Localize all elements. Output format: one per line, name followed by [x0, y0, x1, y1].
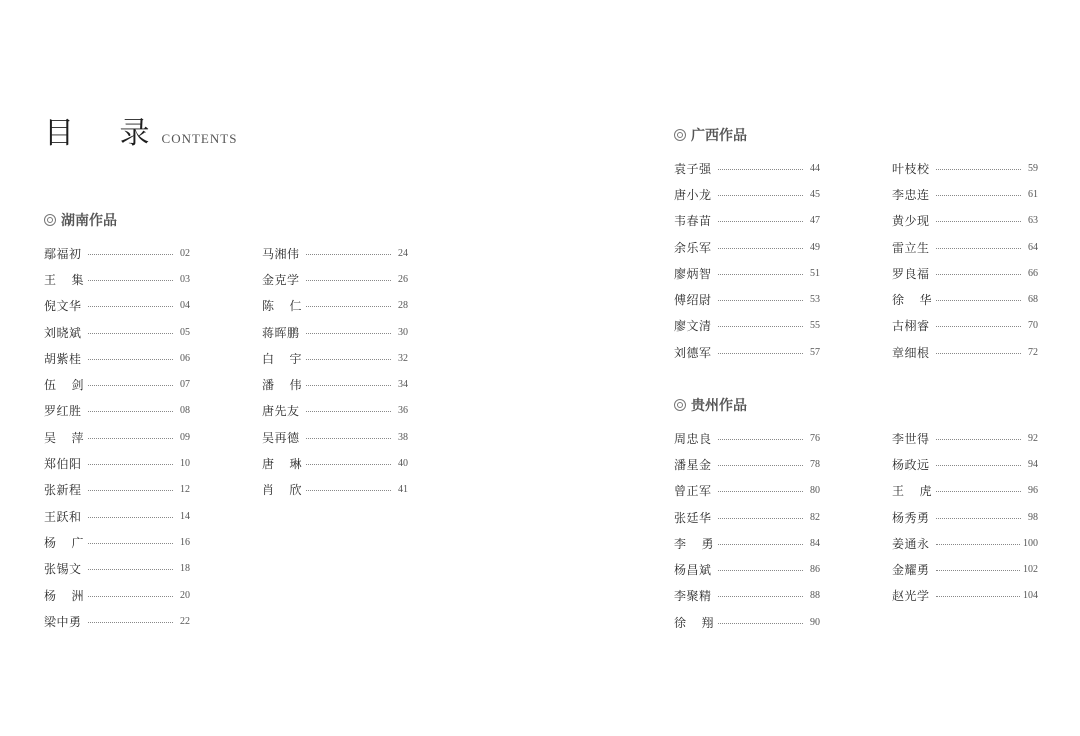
toc-entry[interactable]: [262, 450, 408, 476]
dot-leader: [718, 353, 803, 354]
dot-leader: [306, 464, 391, 465]
entry-artist-name: 韦春苗: [674, 214, 712, 229]
entry-artist-name: 潘 伟: [262, 378, 302, 393]
toc-entry[interactable]: [892, 530, 1038, 556]
toc-entry[interactable]: [892, 478, 1038, 504]
dot-leader: [88, 306, 173, 307]
dot-leader: [88, 464, 173, 465]
dot-leader: [936, 570, 1020, 571]
entry-artist-name: 唐 琳: [262, 457, 302, 472]
entry-page-number: 09: [180, 431, 190, 443]
dot-leader: [88, 254, 173, 255]
entry-page-number: 90: [810, 616, 820, 628]
toc-entry[interactable]: [674, 478, 820, 504]
entry-page-number: 32: [398, 352, 408, 364]
entry-page-number: 78: [810, 458, 820, 470]
dot-leader: [936, 248, 1021, 249]
dot-leader: [718, 221, 803, 222]
dot-leader: [936, 596, 1020, 597]
toc-entry[interactable]: [674, 339, 820, 365]
toc-entry[interactable]: [44, 398, 190, 424]
entry-artist-name: 潘星金: [674, 457, 712, 472]
entry-page-number: 06: [180, 352, 190, 364]
dot-leader: [718, 326, 803, 327]
dot-leader: [306, 385, 391, 386]
double-ring-icon: [674, 129, 686, 141]
entry-page-number: 40: [398, 458, 408, 470]
entry-artist-name: 刘德军: [674, 345, 712, 360]
entry-page-number: 82: [810, 511, 820, 523]
entry-artist-name: 王 虎: [892, 484, 932, 499]
toc-entry[interactable]: [44, 371, 190, 397]
dot-leader: [936, 353, 1021, 354]
toc-entry[interactable]: [262, 319, 408, 345]
toc-entry[interactable]: [892, 313, 1038, 339]
toc-entry[interactable]: [674, 208, 820, 234]
entry-artist-name: 唐先友: [262, 404, 300, 419]
section-title: 湖南作品: [61, 213, 117, 229]
entry-artist-name: 黄少现: [892, 214, 930, 229]
toc-entry[interactable]: [674, 583, 820, 609]
toc-entry[interactable]: [262, 424, 408, 450]
toc-entry[interactable]: [674, 609, 820, 635]
entry-page-number: 94: [1028, 458, 1038, 470]
entry-artist-name: 金耀勇: [892, 563, 930, 578]
dot-leader: [936, 326, 1021, 327]
entry-artist-name: 杨 广: [44, 535, 84, 550]
toc-entry[interactable]: [892, 451, 1038, 477]
entry-page-number: 61: [1028, 188, 1038, 200]
entry-artist-name: 张廷华: [674, 510, 712, 525]
entry-artist-name: 姜通永: [892, 536, 930, 551]
toc-entry[interactable]: [674, 181, 820, 207]
toc-entry[interactable]: [44, 424, 190, 450]
entry-artist-name: 金克学: [262, 272, 300, 287]
entry-page-number: 76: [810, 432, 820, 444]
entry-page-number: 28: [398, 300, 408, 312]
entry-artist-name: 白 宇: [262, 351, 302, 366]
entry-page-number: 47: [810, 215, 820, 227]
dot-leader: [936, 544, 1020, 545]
toc-entry[interactable]: [892, 583, 1038, 609]
entry-page-number: 14: [180, 510, 190, 522]
toc-entry[interactable]: [44, 345, 190, 371]
entry-page-number: 04: [180, 300, 190, 312]
entry-artist-name: 古栩睿: [892, 319, 930, 334]
dot-leader: [718, 518, 803, 519]
toc-entry[interactable]: [262, 477, 408, 503]
dot-leader: [88, 280, 173, 281]
entry-page-number: 66: [1028, 267, 1038, 279]
entry-artist-name: 胡紫桂: [44, 351, 82, 366]
toc-entry[interactable]: [674, 556, 820, 582]
entry-page-number: 05: [180, 326, 190, 338]
entry-page-number: 16: [180, 536, 190, 548]
dot-leader: [936, 439, 1021, 440]
entry-page-number: 80: [810, 485, 820, 497]
dot-leader: [718, 570, 803, 571]
dot-leader: [936, 465, 1021, 466]
entry-page-number: 02: [180, 247, 190, 259]
entry-page-number: 86: [810, 564, 820, 576]
entry-artist-name: 杨昌斌: [674, 563, 712, 578]
entry-page-number: 84: [810, 537, 820, 549]
dot-leader: [718, 169, 803, 170]
toc-entry[interactable]: [44, 477, 190, 503]
dot-leader: [718, 465, 803, 466]
toc-entry[interactable]: [892, 286, 1038, 312]
entry-artist-name: 徐 翔: [674, 615, 714, 630]
entry-page-number: 36: [398, 405, 408, 417]
entry-artist-name: 杨 洲: [44, 588, 84, 603]
double-ring-icon: [674, 399, 686, 411]
dot-leader: [306, 280, 391, 281]
section-heading: [44, 210, 117, 230]
dot-leader: [306, 490, 391, 491]
toc-entry[interactable]: [44, 240, 190, 266]
dot-leader: [306, 359, 391, 360]
entry-page-number: 38: [398, 431, 408, 443]
entry-page-number: 26: [398, 273, 408, 285]
dot-leader: [936, 221, 1021, 222]
entry-page-number: 12: [180, 484, 190, 496]
entry-artist-name: 雷立生: [892, 240, 930, 255]
entry-artist-name: 罗良福: [892, 266, 930, 281]
entry-artist-name: 杨政远: [892, 457, 930, 472]
entry-page-number: 88: [810, 590, 820, 602]
toc-column: [674, 155, 820, 365]
entry-artist-name: 鄢福初: [44, 246, 82, 261]
toc-entry[interactable]: [44, 319, 190, 345]
toc-column: [262, 240, 408, 503]
dot-leader: [718, 491, 803, 492]
entry-artist-name: 唐小龙: [674, 187, 712, 202]
entry-artist-name: 袁子强: [674, 161, 712, 176]
section-heading: [674, 125, 747, 145]
entry-artist-name: 梁中勇: [44, 614, 82, 629]
entry-artist-name: 王 集: [44, 272, 84, 287]
entry-page-number: 45: [810, 188, 820, 200]
entry-artist-name: 李世得: [892, 431, 930, 446]
toc-entry[interactable]: [892, 504, 1038, 530]
toc-entry[interactable]: [44, 529, 190, 555]
entry-artist-name: 刘晓斌: [44, 325, 82, 340]
entry-page-number: 57: [810, 346, 820, 358]
dot-leader: [306, 438, 391, 439]
toc-entry[interactable]: [262, 266, 408, 292]
toc-entry[interactable]: [892, 155, 1038, 181]
entry-page-number: 63: [1028, 215, 1038, 227]
toc-entry[interactable]: [44, 266, 190, 292]
entry-page-number: 68: [1028, 294, 1038, 306]
entry-artist-name: 郑伯阳: [44, 457, 82, 472]
toc-column: [44, 240, 190, 634]
entry-page-number: 03: [180, 273, 190, 285]
entry-artist-name: 廖文清: [674, 319, 712, 334]
dot-leader: [88, 359, 173, 360]
entry-page-number: 98: [1028, 511, 1038, 523]
entry-page-number: 41: [398, 484, 408, 496]
entry-artist-name: 赵光学: [892, 589, 930, 604]
toc-entry[interactable]: [892, 234, 1038, 260]
entry-artist-name: 罗红胜: [44, 404, 82, 419]
entry-page-number: 100: [1023, 537, 1038, 549]
dot-leader: [936, 491, 1021, 492]
entry-artist-name: 余乐军: [674, 240, 712, 255]
entry-page-number: 44: [810, 162, 820, 174]
toc-entry[interactable]: [44, 503, 190, 529]
dot-leader: [306, 254, 391, 255]
entry-page-number: 20: [180, 589, 190, 601]
toc-entry[interactable]: [262, 240, 408, 266]
entry-artist-name: 李聚精: [674, 589, 712, 604]
toc-entry[interactable]: [674, 286, 820, 312]
entry-page-number: 53: [810, 294, 820, 306]
title-english: CONTENTS: [161, 131, 238, 146]
entry-page-number: 22: [180, 615, 190, 627]
dot-leader: [936, 300, 1021, 301]
toc-entry[interactable]: [674, 234, 820, 260]
section-title: 贵州作品: [691, 398, 747, 414]
dot-leader: [936, 195, 1021, 196]
toc-entry[interactable]: [674, 260, 820, 286]
entry-artist-name: 李 勇: [674, 536, 714, 551]
entry-artist-name: 张新程: [44, 483, 82, 498]
entry-page-number: 51: [810, 267, 820, 279]
toc-entry[interactable]: [892, 208, 1038, 234]
dot-leader: [88, 438, 173, 439]
dot-leader: [88, 622, 173, 623]
entry-artist-name: 倪文华: [44, 299, 82, 314]
entry-page-number: 64: [1028, 241, 1038, 253]
toc-entry[interactable]: [892, 556, 1038, 582]
dot-leader: [718, 274, 803, 275]
entry-page-number: 55: [810, 320, 820, 332]
entry-page-number: 102: [1023, 564, 1038, 576]
entry-page-number: 30: [398, 326, 408, 338]
entry-artist-name: 徐 华: [892, 293, 932, 308]
toc-entry[interactable]: [44, 450, 190, 476]
dot-leader: [88, 543, 173, 544]
toc-entry[interactable]: [674, 530, 820, 556]
entry-artist-name: 曾正军: [674, 484, 712, 499]
entry-page-number: 18: [180, 563, 190, 575]
dot-leader: [306, 411, 391, 412]
entry-artist-name: 李忠连: [892, 187, 930, 202]
toc-entry[interactable]: [892, 181, 1038, 207]
entry-page-number: 08: [180, 405, 190, 417]
dot-leader: [718, 439, 803, 440]
entry-page-number: 24: [398, 247, 408, 259]
entry-artist-name: 王跃和: [44, 509, 82, 524]
toc-entry[interactable]: [892, 339, 1038, 365]
toc-entry[interactable]: [674, 425, 820, 451]
dot-leader: [88, 569, 173, 570]
toc-entry[interactable]: [892, 425, 1038, 451]
entry-artist-name: 章细根: [892, 345, 930, 360]
toc-entry[interactable]: [892, 260, 1038, 286]
entry-page-number: 96: [1028, 485, 1038, 497]
entry-page-number: 72: [1028, 346, 1038, 358]
toc-entry[interactable]: [44, 608, 190, 634]
entry-artist-name: 陈 仁: [262, 299, 302, 314]
entry-artist-name: 吴 萍: [44, 430, 84, 445]
toc-entry[interactable]: [262, 371, 408, 397]
dot-leader: [936, 169, 1021, 170]
dot-leader: [936, 518, 1021, 519]
entry-page-number: 07: [180, 379, 190, 391]
toc-entry[interactable]: [674, 155, 820, 181]
dot-leader: [718, 596, 803, 597]
toc-column: [892, 425, 1038, 609]
dot-leader: [88, 411, 173, 412]
entry-page-number: 104: [1023, 590, 1038, 602]
entry-artist-name: 廖炳智: [674, 266, 712, 281]
entry-artist-name: 傅绍尉: [674, 293, 712, 308]
dot-leader: [936, 274, 1021, 275]
toc-entry[interactable]: [44, 293, 190, 319]
toc-entry[interactable]: [262, 398, 408, 424]
title-chinese: 目 录: [44, 116, 168, 151]
dot-leader: [306, 306, 391, 307]
entry-page-number: 59: [1028, 162, 1038, 174]
dot-leader: [88, 385, 173, 386]
entry-artist-name: 蒋晖鹏: [262, 325, 300, 340]
dot-leader: [718, 300, 803, 301]
toc-column: [674, 425, 820, 635]
entry-page-number: 92: [1028, 432, 1038, 444]
page-title: [44, 108, 237, 152]
entry-artist-name: 吴再德: [262, 430, 300, 445]
dot-leader: [718, 544, 803, 545]
toc-entry[interactable]: [262, 345, 408, 371]
dot-leader: [88, 596, 173, 597]
entry-artist-name: 张锡文: [44, 562, 82, 577]
entry-artist-name: 周忠良: [674, 431, 712, 446]
section-heading: [674, 395, 747, 415]
entry-artist-name: 叶枝校: [892, 161, 930, 176]
entry-artist-name: 肖 欣: [262, 483, 302, 498]
entry-page-number: 70: [1028, 320, 1038, 332]
entry-page-number: 10: [180, 458, 190, 470]
toc-entry[interactable]: [44, 582, 190, 608]
dot-leader: [88, 490, 173, 491]
section-title: 广西作品: [691, 128, 747, 144]
dot-leader: [306, 333, 391, 334]
entry-page-number: 49: [810, 241, 820, 253]
entry-artist-name: 伍 剑: [44, 378, 84, 393]
dot-leader: [718, 248, 803, 249]
dot-leader: [88, 333, 173, 334]
dot-leader: [718, 623, 803, 624]
toc-entry[interactable]: [262, 293, 408, 319]
entry-artist-name: 马湘伟: [262, 246, 300, 261]
entry-page-number: 34: [398, 379, 408, 391]
toc-entry[interactable]: [674, 313, 820, 339]
dot-leader: [718, 195, 803, 196]
toc-entry[interactable]: [674, 451, 820, 477]
toc-entry[interactable]: [44, 556, 190, 582]
toc-column: [892, 155, 1038, 365]
double-ring-icon: [44, 214, 56, 226]
entry-artist-name: 杨秀勇: [892, 510, 930, 525]
dot-leader: [88, 517, 173, 518]
toc-entry[interactable]: [674, 504, 820, 530]
